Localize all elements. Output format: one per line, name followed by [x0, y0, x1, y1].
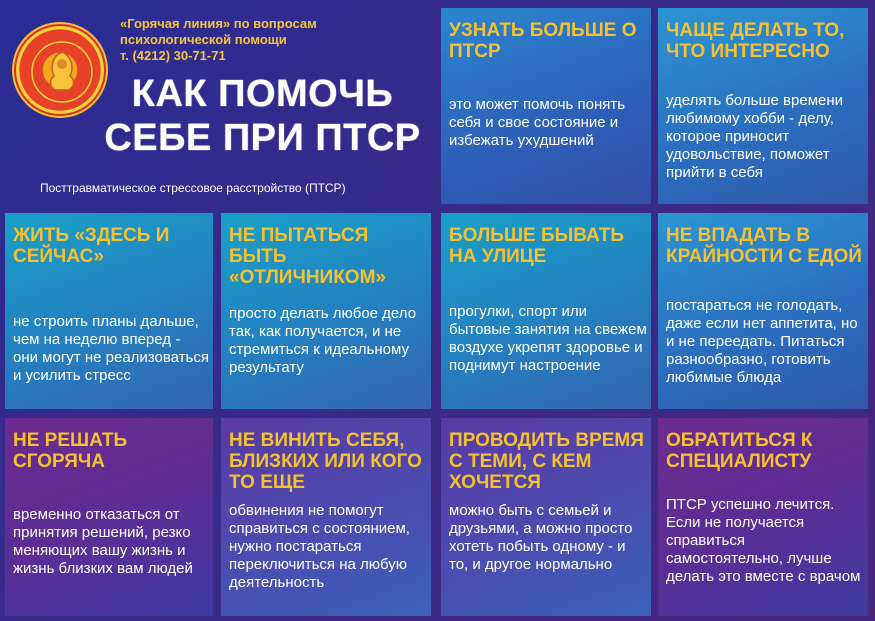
- card-learn-more: [441, 8, 651, 204]
- card-title: НЕ ВИНИТЬ СЕБЯ, БЛИЗКИХ ИЛИ КОГО ТО ЕЩЕ: [229, 430, 422, 493]
- hotline-line-1: «Горячая линия» по вопросам: [120, 16, 317, 31]
- card-food-extremes: [658, 213, 868, 409]
- page-title: [90, 72, 435, 160]
- card-title: ПРОВОДИТЬ ВРЕМЯ С ТЕМИ, С КЕМ ХОЧЕТСЯ: [449, 430, 644, 493]
- card-text: можно быть с семьей и друзьями, а можно просто хотеть побыть одному - и то, и другое нормально: [449, 502, 633, 573]
- card-title: ОБРАТИТЬСЯ К СПЕЦИАЛИСТУ: [666, 430, 813, 472]
- title-line-2: СЕБЕ ПРИ ПТСР: [104, 117, 421, 159]
- card-title: ЖИТЬ «ЗДЕСЬ И СЕЙЧАС»: [13, 225, 170, 267]
- card-do-interesting: [658, 8, 868, 204]
- card-live-now: [5, 213, 213, 409]
- title-line-1: КАК ПОМОЧЬ: [131, 73, 394, 115]
- card-text: уделять больше времени любимому хобби - делу, которое приносит удовольствие, поможет прийти в себя: [666, 92, 844, 181]
- card-title: УЗНАТЬ БОЛЬШЕ О ПТСР: [449, 20, 637, 62]
- card-text: ПТСР успешно лечится. Если не получается справиться самостоятельно, лучше делать это вместе с врачом: [666, 496, 861, 585]
- card-no-rash-decisions: [5, 418, 213, 616]
- card-text: постараться не голодать, даже если нет аппетита, но и не переедать. Питаться разнообразно, готовить любимые блюда: [666, 297, 858, 386]
- hotline-phone: т. (4212) 30-71-71: [120, 48, 226, 63]
- page-subtitle: Посттравматическое стрессовое расстройство (ПТСР): [40, 181, 346, 195]
- card-text: обвинения не помогут справиться с состоянием, нужно постараться переключиться на любую деятельность: [229, 502, 410, 591]
- card-see-specialist: [658, 418, 868, 616]
- card-text: временно отказаться от принятия решений, резко меняющих вашу жизнь и жизнь близких вам людей: [13, 506, 193, 577]
- card-no-blame: [221, 418, 431, 616]
- hotline-info: [120, 16, 420, 64]
- card-text: это может помочь понять себя и свое состояние и избежать ухудшений: [449, 96, 626, 149]
- card-title: НЕ ВПАДАТЬ В КРАЙНОСТИ С ЕДОЙ: [666, 225, 862, 267]
- card-not-perfectionist: [221, 213, 431, 409]
- header: [0, 0, 438, 205]
- card-title: БОЛЬШЕ БЫВАТЬ НА УЛИЦЕ: [449, 225, 625, 267]
- card-title: НЕ ПЫТАТЬСЯ БЫТЬ «ОТЛИЧНИКОМ»: [229, 225, 386, 288]
- hotline-line-2: психологической помощи: [120, 32, 287, 47]
- card-text: прогулки, спорт или бытовые занятия на свежем воздухе укрепят здоровье и поднимут настроение: [449, 303, 647, 374]
- card-go-outside: [441, 213, 651, 409]
- card-text: не строить планы дальше, чем на неделю вперед - они могут не реализоваться и усилить стресс: [13, 313, 209, 384]
- card-text: просто делать любое дело так, как получается, и не стремиться к идеальному результату: [229, 305, 417, 376]
- card-spend-time: [441, 418, 651, 616]
- card-title: ЧАЩЕ ДЕЛАТЬ ТО, ЧТО ИНТЕРЕСНО: [666, 20, 845, 62]
- card-title: НЕ РЕШАТЬ СГОРЯЧА: [13, 430, 128, 472]
